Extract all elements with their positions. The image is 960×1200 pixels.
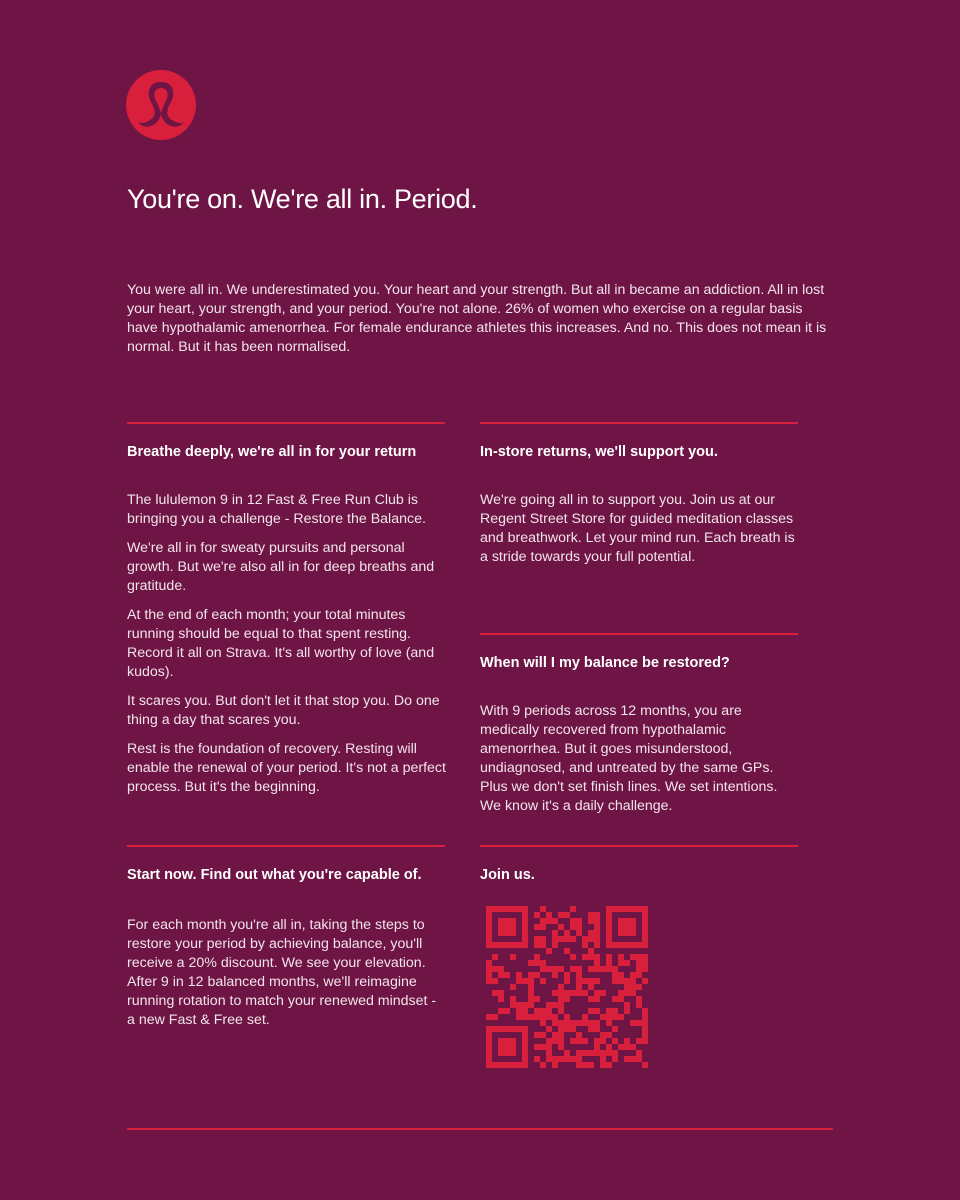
section-heading-instore: In-store returns, we'll support you.: [480, 444, 718, 460]
divider: [127, 845, 445, 847]
intro-paragraph: You were all in. We underestimated you. Your heart and your strength. But all in became an addiction. All in lost your heart, your strength, and your period. You're not alone. 26% of women who exercise on a regular basis have hypothalamic amenorrhea. For female endurance athletes this increases. And no. This does not mean it is normal. But it has been normalised.: [127, 282, 827, 355]
divider: [480, 633, 798, 635]
paragraph: We're all in for sweaty pursuits and personal growth. But we're also all in for deep breaths and gratitude.: [127, 540, 435, 594]
lululemon-logo-icon: [126, 70, 196, 140]
divider: [480, 422, 798, 424]
section-heading-join: Join us.: [480, 867, 535, 883]
section-heading-return: Breathe deeply, we're all in for your return: [127, 444, 417, 460]
page-title: You're on. We're all in. Period.: [127, 184, 478, 214]
section-body-instore: [480, 491, 802, 577]
paragraph: We're going all in to support you. Join us at our Regent Street Store for guided meditation classes and breathwork. Let your mind run. Each breath is a stride towards your full potential.: [480, 492, 795, 565]
footer-divider: [127, 1128, 833, 1130]
section-body-return: [127, 491, 447, 807]
paragraph: It scares you. But don't let it that stop you. Do one thing a day that scares you.: [127, 693, 440, 728]
section-heading-balance: When will I my balance be restored?: [480, 655, 730, 671]
paragraph: At the end of each month; your total minutes running should be equal to that spent resting. Record it all on Strava. It's all worthy of love (and kudos).: [127, 607, 435, 680]
section-body-balance: [480, 702, 802, 826]
divider: [480, 845, 798, 847]
section-heading-start: Start now. Find out what you're capable of.: [127, 867, 422, 883]
paragraph: For each month you're all in, taking the steps to restore your period by achieving balance, you'll receive a 20% discount. We see your elevation. After 9 in 12 balanced months, we'll reimagine running rotation to match your renewed mindset - a new Fast & Free set.: [127, 917, 437, 1028]
qr-code-icon[interactable]: [486, 906, 648, 1068]
section-body-start: [127, 916, 447, 1040]
paragraph: Rest is the foundation of recovery. Resting will enable the renewal of your period. It's not a perfect process. But it's the beginning.: [127, 741, 446, 795]
paragraph: The lululemon 9 in 12 Fast & Free Run Club is bringing you a challenge - Restore the Balance.: [127, 492, 426, 527]
paragraph: With 9 periods across 12 months, you are medically recovered from hypothalamic amenorrhea. But it goes misunderstood, undiagnosed, and untreated by the same GPs. Plus we don't set finish lines. We set intentions. We know it's a daily challenge.: [480, 703, 778, 814]
divider: [127, 422, 445, 424]
